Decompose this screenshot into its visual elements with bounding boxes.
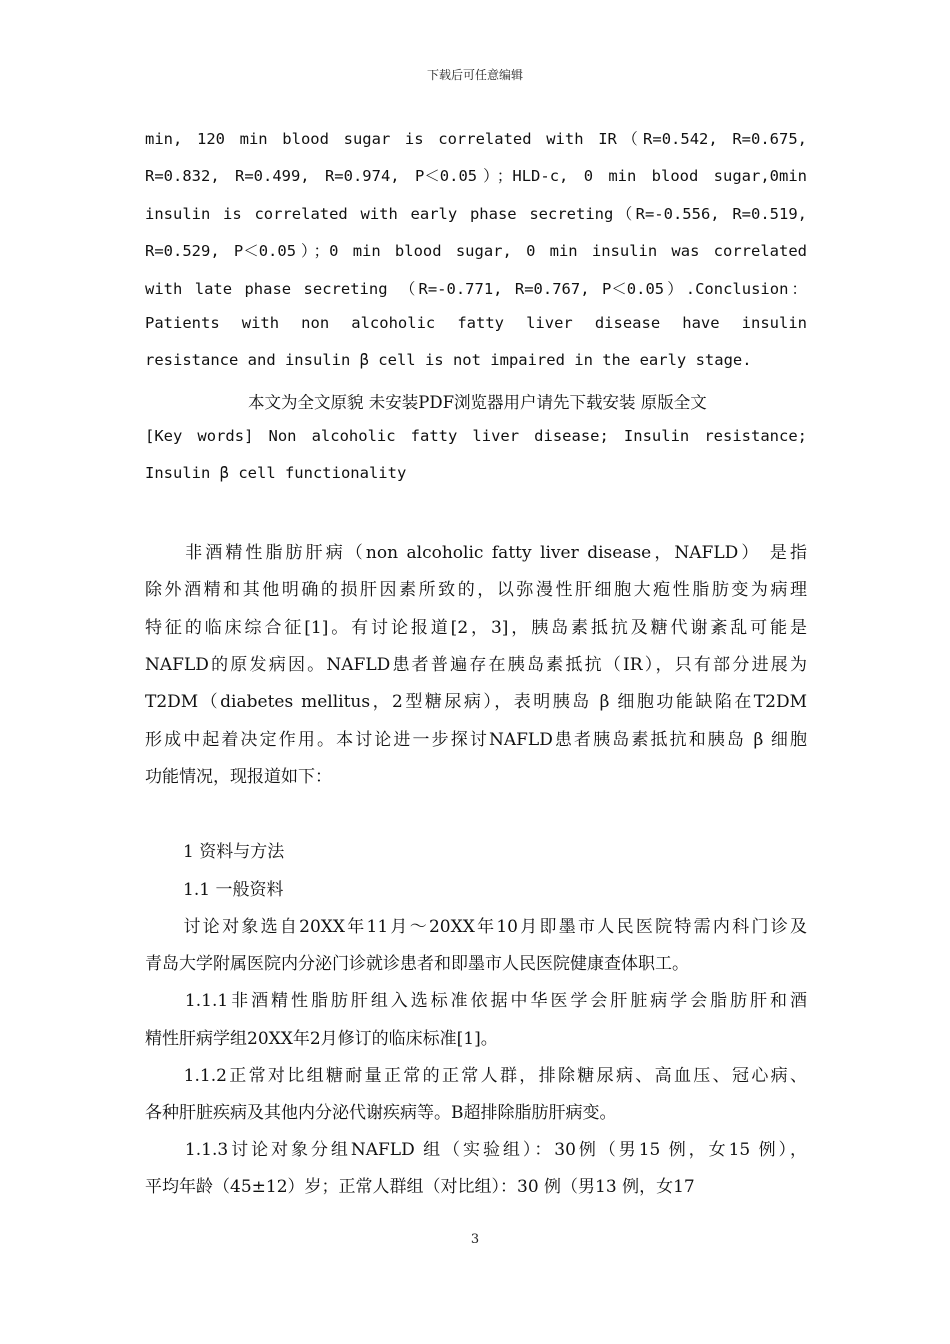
methods-line: 讨论对象选自20XX年11月～20XX年10月即墨市人民医院特需内科门诊及 <box>145 917 807 937</box>
abstract-line: with late phase secreting （R=-0.771, R=0.767, P＜0.05）.Conclusion： <box>145 279 807 298</box>
intro-line: 特征的临床综合征[1]。有讨论报道[2，3]，胰岛素抵抗及糖代谢紊乱可能是 <box>145 617 807 638</box>
page-number: 3 <box>470 1232 480 1247</box>
methods-line: 1.1.1非酒精性脂肪肝组入选标准依据中华医学会肝脏病学会脂肪肝和酒 <box>145 991 807 1012</box>
section-title: 1 资料与方法 <box>183 842 285 862</box>
keywords-line: Insulin β cell functionality <box>145 464 407 482</box>
methods-line: 1.1.3讨论对象分组NAFLD 组（实验组）：30例（男15 例，女15 例）， <box>145 1140 807 1161</box>
abstract-line: resistance and insulin β cell is not impaired in the early stage. <box>145 351 752 370</box>
page-header: 下载后可任意编辑 <box>426 68 523 82</box>
intro-line: NAFLD的原发病因。NAFLD患者普遍存在胰岛素抵抗（IR），只有部分进展为 <box>145 654 807 675</box>
keywords-line: [Key words] Non alcoholic fatty liver disease; Insulin resistance; <box>145 427 807 445</box>
methods-line: 青岛大学附属医院内分泌门诊就诊患者和即墨市人民医院健康查体职工。 <box>145 954 689 975</box>
intro-line: T2DM（diabetes mellitus，2型糖尿病），表明胰岛 β 细胞功能缺陷在T2DM <box>145 692 807 713</box>
intro-line: 形成中起着决定作用。本讨论进一步探讨NAFLD患者胰岛素抵抗和胰岛 β 细胞 <box>145 729 807 750</box>
methods-line: 1.1.2正常对比组糖耐量正常的正常人群，排除糖尿病、高血压、冠心病、 <box>145 1065 807 1086</box>
abstract-line: Patients with non alcoholic fatty liver disease have insulin <box>145 314 807 332</box>
methods-line: 精性肝病学组20XX年2月修订的临床标准[1]。 <box>145 1028 498 1049</box>
subsection-title: 1.1 一般资料 <box>183 880 284 900</box>
intro-line: 功能情况，现报道如下： <box>145 766 332 787</box>
abstract-line: min, 120 min blood sugar is correlated with IR（R=0.542, R=0.675, <box>145 130 807 148</box>
abstract-line: R=0.832, R=0.499, R=0.974, P＜0.05）；HLD-c, 0 min blood sugar,0min <box>145 167 807 186</box>
methods-line: 各种肝脏疾病及其他内分泌代谢疾病等。B超排除脂肪肝病变。 <box>145 1103 617 1123</box>
abstract-line: insulin is correlated with early phase secreting（R=-0.556, R=0.519, <box>145 204 807 223</box>
intro-line: 除外酒精和其他明确的损肝因素所致的，以弥漫性肝细胞大疱性脂肪变为病理 <box>145 580 807 601</box>
download-notice: 本文为全文原貌 未安装PDF浏览器用户请先下载安装 原版全文 <box>248 393 707 412</box>
methods-line: 平均年龄（45±12）岁；正常人群组（对比组）：30 例（男13 例，女17 <box>145 1177 695 1198</box>
intro-line: 非酒精性脂肪肝病（non alcoholic fatty liver disease，NAFLD） 是指 <box>145 543 807 563</box>
abstract-line: R=0.529, P＜0.05）；0 min blood sugar, 0 min insulin was correlated <box>145 242 807 261</box>
